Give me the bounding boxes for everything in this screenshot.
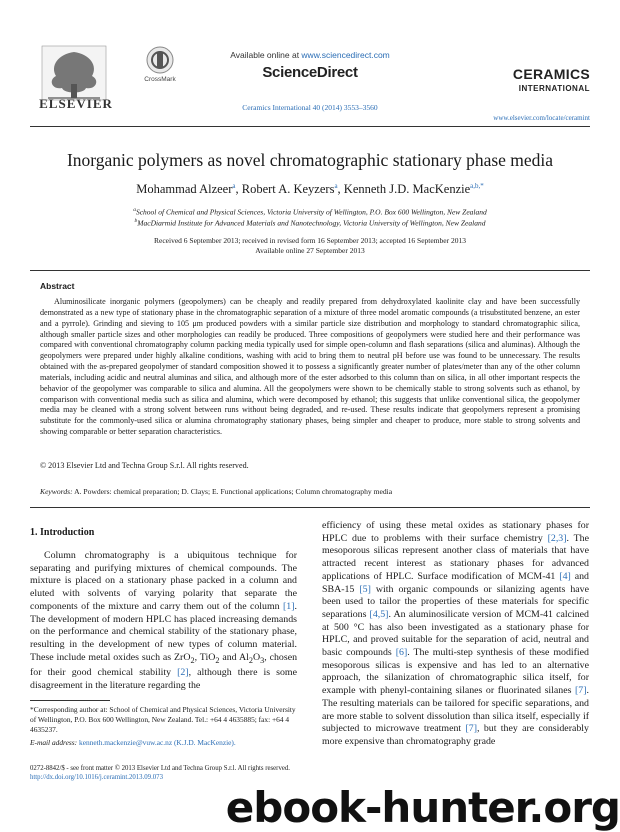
affiliation-text: School of Chemical and Physical Sciences, Victoria University of Wellington, P.O. Box 600 Wellington, New Zealand (135, 207, 487, 217)
footnote-divider (30, 700, 110, 701)
email-link[interactable]: kenneth.mackenzie@vuw.ac.nz (K.J.D. MacKenzie). (79, 738, 236, 747)
citation-link[interactable]: [1] (283, 600, 295, 612)
author-name: Mohammad Alzeer (136, 182, 233, 197)
crossmark-icon[interactable] (146, 46, 174, 74)
author-name: Robert A. Keyzers (241, 182, 335, 197)
affiliation (30, 218, 590, 228)
text-run: . The multi-step synthesis of these modified mesoporous silicas is expensive and has led to an alternative approach, the silanization of chromatographic silica itself, for example with phenyl-containing silanes or fluorinated silanes (322, 647, 589, 697)
citation-link[interactable]: [2] (177, 667, 189, 679)
text-run: , although there is some disagreement in the literature regarding the (30, 667, 297, 691)
article-history (30, 236, 590, 256)
text-run: and Al (219, 651, 249, 663)
author-affiliation-mark[interactable]: a,b,* (470, 182, 484, 190)
citation-link[interactable]: [7] (465, 723, 478, 735)
sciencedirect-logo: ScienceDirect (262, 64, 358, 81)
text-run: Column chromatography is a ubiquitous technique for separating and purifying mixtures of chemical compounds. The mixture is placed on a stationary phase packed in a column and eluted with solvents of varying polarity that separate the components of the mixture and carry them out of the column (30, 550, 297, 612)
text-run: . The mesoporous silicas represent another class of materials that have attracted recent interest as stationary phases for advanced applications of HPLC. Surface modification of MCM-41 (322, 532, 589, 582)
online-date: Available online 27 September 2013 (255, 246, 365, 255)
text-run: efficiency of using these metal oxides as stationary phases for HPLC due to problems with their surface chemistry (322, 520, 589, 544)
text-run: with organic compounds or silanizing agents have been used to tailor the properties of these materials for specific separations (322, 583, 589, 620)
subscript: 2 (215, 655, 220, 665)
subscript: 2 (190, 655, 195, 665)
author-affiliation-mark[interactable]: a (232, 182, 236, 190)
journal-reference-link[interactable]: Ceramics International 40 (2014) 3553–3560 (242, 103, 378, 112)
publisher-name: ELSEVIER (39, 96, 113, 111)
abstract-top-divider (30, 270, 590, 271)
introduction-paragraph-right (322, 520, 589, 749)
keywords-list: A. Powders: chemical preparation; D. Clays; E. Functional applications; Column chromatography media (72, 487, 393, 496)
received-dates: Received 6 September 2013; received in revised form 16 September 2013; accepted 16 September 2013 (154, 236, 466, 245)
citation-link[interactable]: [4] (559, 570, 571, 582)
journal-logo-line-1: CERAMICS (512, 66, 590, 82)
affiliation-text: MacDiarmid Institute for Advanced Materials and Nanotechnology, Victoria University of Wellington, New Zealand (137, 218, 486, 228)
keywords (40, 487, 580, 496)
citation-link[interactable]: [6] (395, 647, 408, 659)
affiliation-mark: a (133, 207, 136, 213)
citation-link[interactable]: [7] (575, 685, 587, 697)
email-footnote (30, 738, 297, 748)
corresponding-author-footnote: *Corresponding author at: School of Chemical and Physical Sciences, Victoria University of Wellington, P.O. Box 600 Wellington, New Zealand. Tel.: +64 4 4635885; fax: +64 4 4635237. (30, 705, 296, 734)
text-run: . The development of modern HPLC has placed increasing demands on the performance and chemical stability of the stationary phase, resulting in the development of new types of column material. These include metal oxides such as ZrO (30, 600, 297, 663)
abstract-heading: Abstract (40, 281, 75, 291)
watermark: ebook-hunter.org (225, 783, 620, 832)
text-run: O (252, 651, 261, 663)
affiliation-mark: b (134, 218, 138, 224)
email-label: E-mail address: (30, 738, 79, 747)
text-run: , chosen for their good chemical stability (30, 651, 298, 679)
subscript: 3 (260, 655, 265, 665)
available-text: Available online at (230, 50, 302, 60)
keywords-label: Keywords: (40, 487, 73, 496)
author-separator: , (235, 182, 242, 197)
text-run: . The resulting materials can be tailored for specific separations, and are more stable to solvent dissolution than silica itself, especially if subjected to microwave treatment (322, 685, 589, 735)
section-heading-introduction: 1. Introduction (30, 527, 95, 538)
abstract-text: Aluminosilicate inorganic polymers (geopolymers) can be cheaply and readily prepared from dehydroxylated kaolinite clay and have been successfully demonstrated as a new type of stationary phase in the chromatographic separation of a mixture of three model aromatic compounds (a trisubstituted benzene, an ester and a pyrrole). Grinding and sieving to 105 μm produced powders with a similar particle size distribution and morphology to standard chromatographic silica, although smaller particle sizes and other morphologies can readily be produced. Three compositions of geopolymers were studied here and their performance was compared with conventional chromatography column packing media typically used for simple open-column and flash separations (silica and aluminas). Although the geopolymers were prepared under highly alkaline conditions, washing with acid to bring them to neutral pH before use was found to be unnecessary. The results obtained with the as-prepared geopolymer of standard composition showed it to possess a significantly greater number of plates/meter than any of the other column materials, including acidic and neutral aluminas and silica, and although more of the ester adsorbed to this column than on silica, in all other important respects the behavior of the geopolymer was comparable to silica and alumina. All the geopolymers were shown to be chemically stable to strong solvents such as ethanol, by comparison with conventional media such as silica and alumina, which were decomposed by ethanol; this suggests that unlike conventional silica, the geopolymer media may be cleaned with a strong solvent between runs without being degraded, and re-used. These results indicate that geopolymers represent a promising substitute for the commonly-used silica or alumina chromatography stationary phases, being simpler and cheaper to produce, more stable to strong solvents and showing comparable or better separation characteristics. (40, 297, 580, 437)
citation-link[interactable]: [4,5] (369, 608, 389, 620)
text-run: , but they are considerably more expensive than chromatography grade (322, 723, 589, 747)
abstract-copyright: © 2013 Elsevier Ltd and Techna Group S.r.l. All rights reserved. (40, 461, 249, 470)
journal-url-link[interactable]: www.elsevier.com/locate/ceramint (493, 114, 590, 122)
author-name: Kenneth J.D. MacKenzie (343, 182, 471, 197)
author-affiliation-mark[interactable]: a (334, 182, 338, 190)
article-title: Inorganic polymers as novel chromatographic stationary phase media (66, 150, 554, 170)
header-divider (30, 126, 590, 127)
text-run: , TiO (194, 651, 216, 663)
author-list (30, 182, 590, 197)
available-online (210, 50, 410, 60)
subscript: 2 (248, 655, 253, 665)
crossmark-label: CrossMark (144, 76, 176, 83)
citation-link[interactable]: [2,3] (547, 532, 567, 544)
sciencedirect-link[interactable]: www.sciencedirect.com (301, 50, 390, 60)
citation-link[interactable]: [5] (359, 583, 371, 595)
text-run: and SBA-15 (322, 570, 589, 595)
journal-logo-line-2: INTERNATIONAL (518, 84, 590, 93)
issn-line: 0272-8842/$ - see front matter © 2013 Elsevier Ltd and Techna Group S.r.l. All rights reserved. (30, 765, 290, 772)
abstract-bottom-divider (30, 507, 590, 508)
author-separator: , (337, 182, 344, 197)
introduction-paragraph-left (30, 550, 297, 693)
text-run: . An aluminosilicate version of MCM-41 calcined at 500 °C has also been investigated as a stationary phase for HPLC, and proved suitable for the separation of acid, neutral and basic compounds (322, 608, 589, 659)
affiliation (30, 207, 590, 217)
doi-link[interactable]: http://dx.doi.org/10.1016/j.ceramint.2013.09.073 (30, 774, 163, 781)
